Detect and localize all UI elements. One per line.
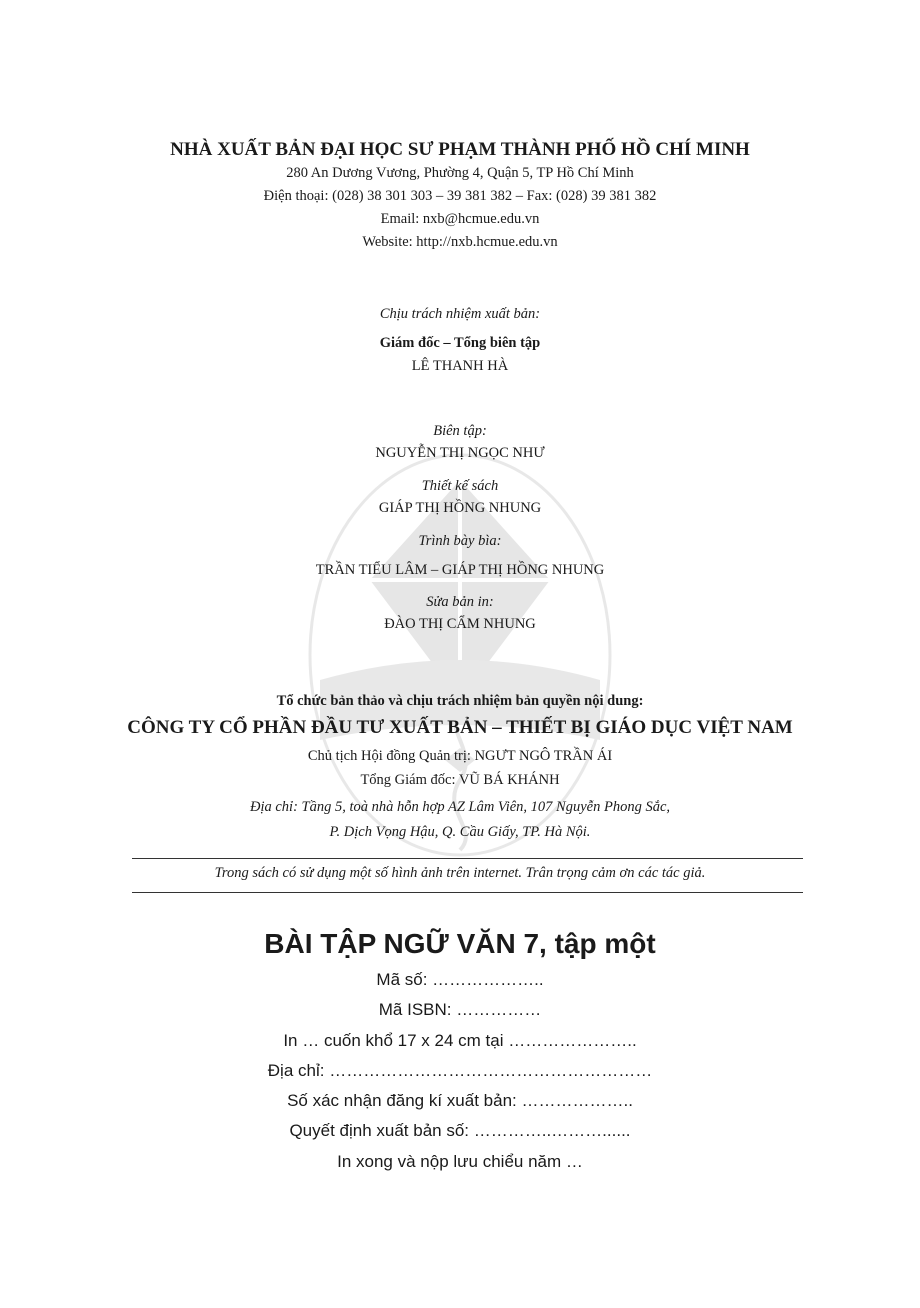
organizer-address-line1: Địa chỉ: Tầng 5, toà nhà hỗn hợp AZ Lâm Viên, 107 Nguyễn Phong Sắc, [249, 799, 671, 815]
publisher-phone: Điện thoại: (028) 38 301 303 – 39 381 382 – Fax: (028) 39 381 382 [263, 188, 657, 204]
organizer-heading: Tổ chức bản thảo và chịu trách nhiệm bản quyền nội dung: [276, 693, 644, 709]
book-address-line: Địa chỉ: ………………………………………………… [267, 1061, 653, 1080]
credit-cover-name: TRẦN TIỂU LÂM – GIÁP THỊ HỒNG NHUNG [315, 562, 605, 578]
credit-editor-name: NGUYỄN THỊ NGỌC NHƯ [375, 445, 545, 461]
image-notice: Trong sách có sử dụng một số hình ảnh trên internet. Trân trọng cảm ơn các tác giả. [214, 865, 706, 881]
credit-design-label: Thiết kế sách [421, 478, 499, 494]
publisher-address: 280 An Dương Vương, Phường 4, Quận 5, TP Hồ Chí Minh [286, 165, 634, 181]
organizer-director: Tổng Giám đốc: VŨ BÁ KHÁNH [360, 772, 560, 788]
organizer-address-line2: P. Dịch Vọng Hậu, Q. Cầu Giấy, TP. Hà Nội. [329, 824, 591, 840]
responsible-heading: Chịu trách nhiệm xuất bản: [379, 306, 541, 322]
divider-top [132, 858, 803, 859]
publisher-website: Website: http://nxb.hcmue.edu.vn [362, 234, 558, 250]
publisher-email: Email: nxb@hcmue.edu.vn [380, 211, 540, 227]
book-print-line: In … cuốn khổ 17 x 24 cm tại ………………….. [283, 1031, 637, 1050]
book-isbn-line: Mã ISBN: …………… [378, 1000, 542, 1019]
book-deposit-line: In xong và nộp lưu chiểu năm … [337, 1152, 583, 1171]
responsible-person: LÊ THANH HÀ [411, 358, 509, 374]
book-code-line: Mã số: ……………….. [376, 970, 544, 989]
credit-proof-name: ĐÀO THỊ CẨM NHUNG [384, 616, 536, 632]
book-title: BÀI TẬP NGỮ VĂN 7, tập một [264, 928, 656, 959]
credit-design-name: GIÁP THỊ HỒNG NHUNG [378, 500, 542, 516]
book-registration-line: Số xác nhận đăng kí xuất bản: ……………….. [287, 1091, 633, 1110]
publisher-name: NHÀ XUẤT BẢN ĐẠI HỌC SƯ PHẠM THÀNH PHỐ HỒ CHÍ MINH [170, 139, 750, 160]
credit-proof-label: Sửa bản in: [426, 594, 494, 610]
credit-editor-label: Biên tập: [433, 423, 487, 439]
book-decision-line: Quyết định xuất bản số: …………..………...... [289, 1121, 631, 1140]
credit-cover-label: Trình bày bìa: [418, 533, 502, 549]
organizer-company: CÔNG TY CỔ PHẦN ĐẦU TƯ XUẤT BẢN – THIẾT BỊ GIÁO DỤC VIỆT NAM [127, 717, 793, 738]
organizer-chairman: Chủ tịch Hội đồng Quản trị: NGƯT NGÔ TRẦN ÁI [307, 748, 613, 764]
responsible-role: Giám đốc – Tổng biên tập [379, 335, 541, 351]
divider-bottom [132, 892, 803, 893]
